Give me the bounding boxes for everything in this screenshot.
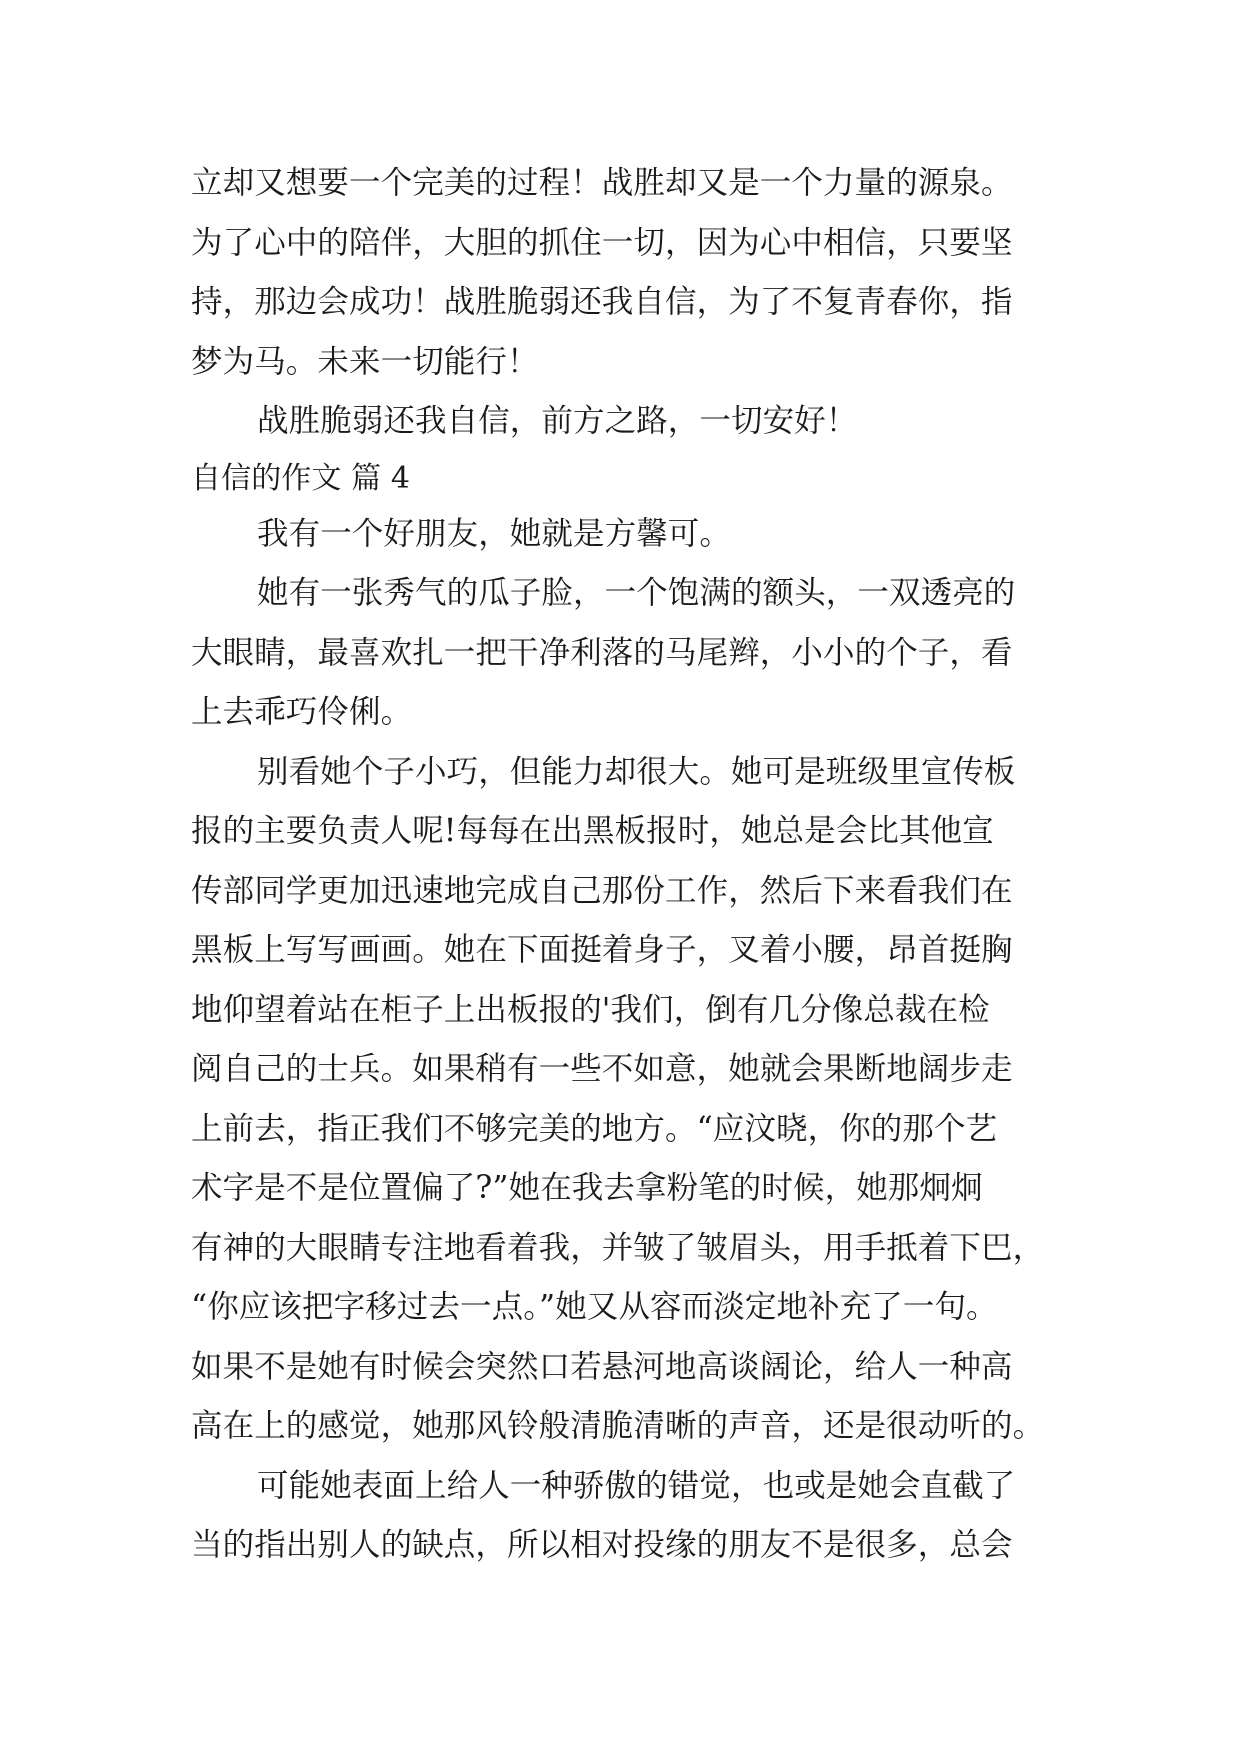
text-line-7: 我有一个好朋友，她就是方馨可。 xyxy=(257,515,732,552)
text-line-22: 高在上的感觉，她那风铃般清脆清晰的声音，还是很动听的。 xyxy=(191,1408,1045,1444)
text-line-16: 阅自己的士兵。如果稍有一些不如意，她就会果断地阔步走 xyxy=(191,1051,1013,1087)
text-line-18: 术字是不是位置偏了?”她在我去拿粉笔的时候，她那炯炯 xyxy=(191,1170,983,1206)
text-line-15: 地仰望着站在柜子上出板报的'我们，倒有几分像总裁在检 xyxy=(191,991,990,1028)
text-line-12: 报的主要负责人呢!每每在出黑板报时，她总是会比其他宣 xyxy=(191,813,994,849)
text-line-21: 如果不是她有时候会突然口若悬河地高谈阔论，给人一种高 xyxy=(191,1348,1013,1385)
document-body xyxy=(191,154,1071,1576)
text-line-13: 传部同学更加迅速地完成自己那份工作，然后下来看我们在 xyxy=(191,872,1013,909)
text-line-20: “你应该把字移过去一点。”她又从容而淡定地补充了一句。 xyxy=(191,1289,998,1325)
text-line-19: 有神的大眼睛专注地看着我，并皱了皱眉头，用手抵着下巴， xyxy=(191,1229,1045,1266)
text-line-17: 上前去，指正我们不够完美的地方。“应汶晓，你的那个艺 xyxy=(191,1110,998,1147)
text-line-3: 持，那边会成功！战胜脆弱还我自信，为了不复青春你，指 xyxy=(191,284,1013,320)
text-line-9: 大眼睛，最喜欢扎一把干净利落的马尾辫，小小的个子，看 xyxy=(191,634,1013,671)
text-line-1: 立却又想要一个完美的过程！战胜却又是一个力量的源泉。 xyxy=(191,165,1013,201)
text-line-14: 黑板上写写画画。她在下面挺着身子，叉着小腰，昂首挺胸 xyxy=(191,932,1013,968)
text-line-2: 为了心中的陪伴，大胆的抓住一切，因为心中相信，只要坚 xyxy=(191,224,1013,261)
text-line-23: 可能她表面上给人一种骄傲的错觉，也或是她会直截了 xyxy=(257,1467,1016,1504)
text-line-11: 别看她个子小巧，但能力却很大。她可是班级里宣传板 xyxy=(257,753,1016,790)
text-line-10: 上去乖巧伶俐。 xyxy=(191,694,413,730)
text-line-24: 当的指出别人的缺点，所以相对投缘的朋友不是很多，总会 xyxy=(191,1527,1013,1563)
text-line-8: 她有一张秀气的瓜子脸，一个饱满的额头，一双透亮的 xyxy=(257,575,1016,611)
text-line-4: 梦为马。未来一切能行！ xyxy=(191,343,539,380)
text-line-5: 战胜脆弱还我自信，前方之路，一切安好！ xyxy=(257,403,858,439)
section-heading: 自信的作文 篇 4 xyxy=(191,460,411,496)
